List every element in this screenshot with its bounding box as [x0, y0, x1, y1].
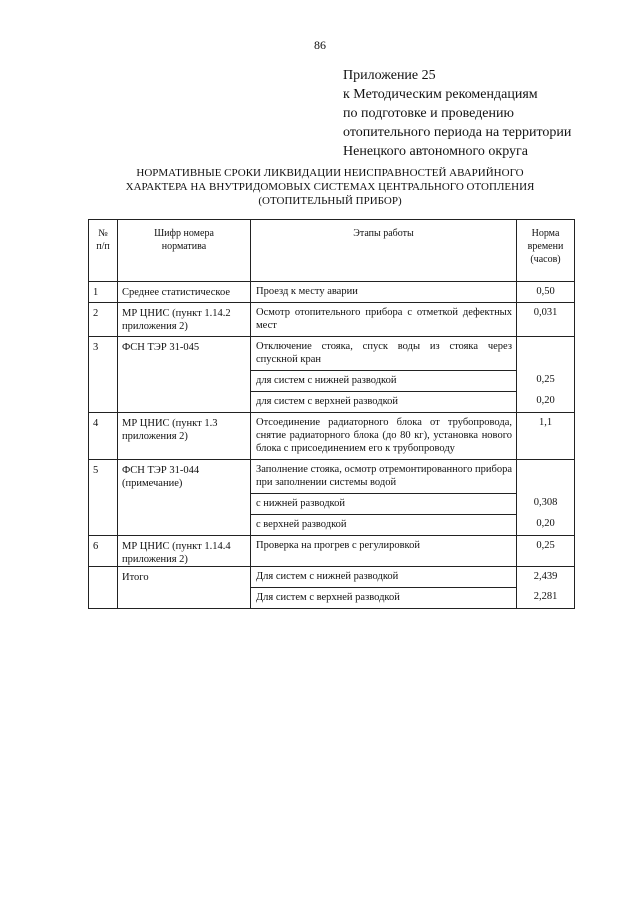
header-stage: [251, 220, 517, 282]
header-norm-line: времени: [527, 241, 564, 252]
row-stages: [251, 337, 517, 413]
document-title: [60, 166, 600, 208]
norm-value: 2,439: [533, 571, 558, 582]
row-code: Среднее статистическое: [118, 282, 251, 303]
row-code: ФСН ТЭР 31-044 (примечание): [118, 460, 251, 536]
stage-text: Для систем с нижней разводкой: [256, 571, 399, 582]
row-stages: [251, 567, 517, 609]
stage-text: Отсоединение радиаторного блока от трубопровода, снятие радиаторного блока (до 80 кг), установка нового блока с присоединением его к трубопроводу: [256, 417, 512, 454]
row-code: Итого: [118, 567, 251, 609]
norm-value: 0,20: [536, 395, 555, 406]
stage-text: Проезд к месту аварии: [256, 286, 358, 297]
row-code: МР ЦНИС (пункт 1.3 приложения 2): [118, 413, 251, 460]
row-norms: [517, 303, 575, 337]
row-number: 3: [89, 337, 118, 413]
header-num: [89, 220, 118, 282]
header-code-line: Шифр номера: [154, 228, 214, 239]
header-num-line: п/п: [96, 241, 110, 252]
title-line: НОРМАТИВНЫЕ СРОКИ ЛИКВИДАЦИИ НЕИСПРАВНОСТЕЙ АВАРИЙНОГО: [136, 167, 524, 179]
appendix-line: отопительного периода на территории: [343, 125, 572, 140]
appendix-line: к Методическим рекомендациям: [343, 87, 538, 102]
norm-value: 0,308: [533, 497, 558, 508]
row-stages: [251, 413, 517, 460]
row-norms: [517, 337, 575, 413]
page-number: 86: [314, 38, 326, 52]
table-row: [89, 337, 575, 413]
row-stages: [251, 536, 517, 567]
stage-text: Осмотр отопительного прибора с отметкой дефектных мест: [256, 307, 512, 331]
norm-value: [517, 337, 574, 370]
appendix-line: по подготовке и проведению: [343, 106, 514, 121]
norm-value: 0,20: [536, 518, 555, 529]
stage-text: для систем с нижней разводкой: [251, 370, 516, 391]
stage-text: для систем с верхней разводкой: [251, 391, 516, 412]
table-row: [89, 567, 575, 609]
row-stages: [251, 282, 517, 303]
table-row: [89, 460, 575, 536]
norm-value: 0,25: [536, 540, 555, 551]
table-header-row: [89, 220, 575, 282]
row-number: [89, 567, 118, 609]
table-row: [89, 282, 575, 303]
row-number: 1: [89, 282, 118, 303]
norm-value: 2,281: [533, 591, 558, 602]
header-code: [118, 220, 251, 282]
row-norms: [517, 567, 575, 609]
row-number: 6: [89, 536, 118, 567]
row-code: МР ЦНИС (пункт 1.14.2 приложения 2): [118, 303, 251, 337]
header-norm: [517, 220, 575, 282]
row-norms: [517, 536, 575, 567]
row-norms: [517, 460, 575, 536]
appendix-reference: [343, 66, 571, 161]
table-row: [89, 536, 575, 567]
stage-text: Для систем с верхней разводкой: [251, 587, 516, 608]
table-body: [89, 282, 575, 609]
header-norm-line: (часов): [530, 254, 561, 265]
row-code: МР ЦНИС (пункт 1.14.4 приложения 2): [118, 536, 251, 567]
stage-text: с нижней разводкой: [251, 493, 516, 514]
row-number: 2: [89, 303, 118, 337]
row-stages: [251, 460, 517, 536]
stage-text: Отключение стояка, спуск воды из стояка через спускной кран: [256, 341, 512, 365]
row-number: 4: [89, 413, 118, 460]
table-row: [89, 303, 575, 337]
norm-value: 1,1: [538, 417, 553, 428]
row-code: ФСН ТЭР 31-045: [118, 337, 251, 413]
table-row: [89, 413, 575, 460]
stage-text: Заполнение стояка, осмотр отремонтированного прибора при заполнении системы водой: [256, 464, 512, 488]
stage-text: с верхней разводкой: [251, 514, 516, 535]
row-norms: [517, 282, 575, 303]
header-code-line: норматива: [161, 241, 207, 252]
norms-table: [88, 219, 575, 609]
row-norms: [517, 413, 575, 460]
title-line: (ОТОПИТЕЛЬНЫЙ ПРИБОР): [258, 195, 402, 207]
norm-value: 0,50: [536, 286, 555, 297]
header-norm-line: Норма: [531, 228, 560, 239]
title-line: ХАРАКТЕРА НА ВНУТРИДОМОВЫХ СИСТЕМАХ ЦЕНТРАЛЬНОГО ОТОПЛЕНИЯ: [125, 181, 535, 193]
row-number: 5: [89, 460, 118, 536]
appendix-line: Ненецкого автономного округа: [343, 144, 528, 159]
row-stages: [251, 303, 517, 337]
appendix-line: Приложение 25: [343, 68, 436, 83]
norm-value: 0,031: [533, 307, 558, 318]
norm-value: 0,25: [536, 374, 555, 385]
norm-value: [517, 460, 574, 493]
header-num-line: №: [98, 228, 108, 239]
stage-text: Проверка на прогрев с регулировкой: [256, 540, 420, 551]
header-stage-line: Этапы работы: [353, 228, 414, 239]
